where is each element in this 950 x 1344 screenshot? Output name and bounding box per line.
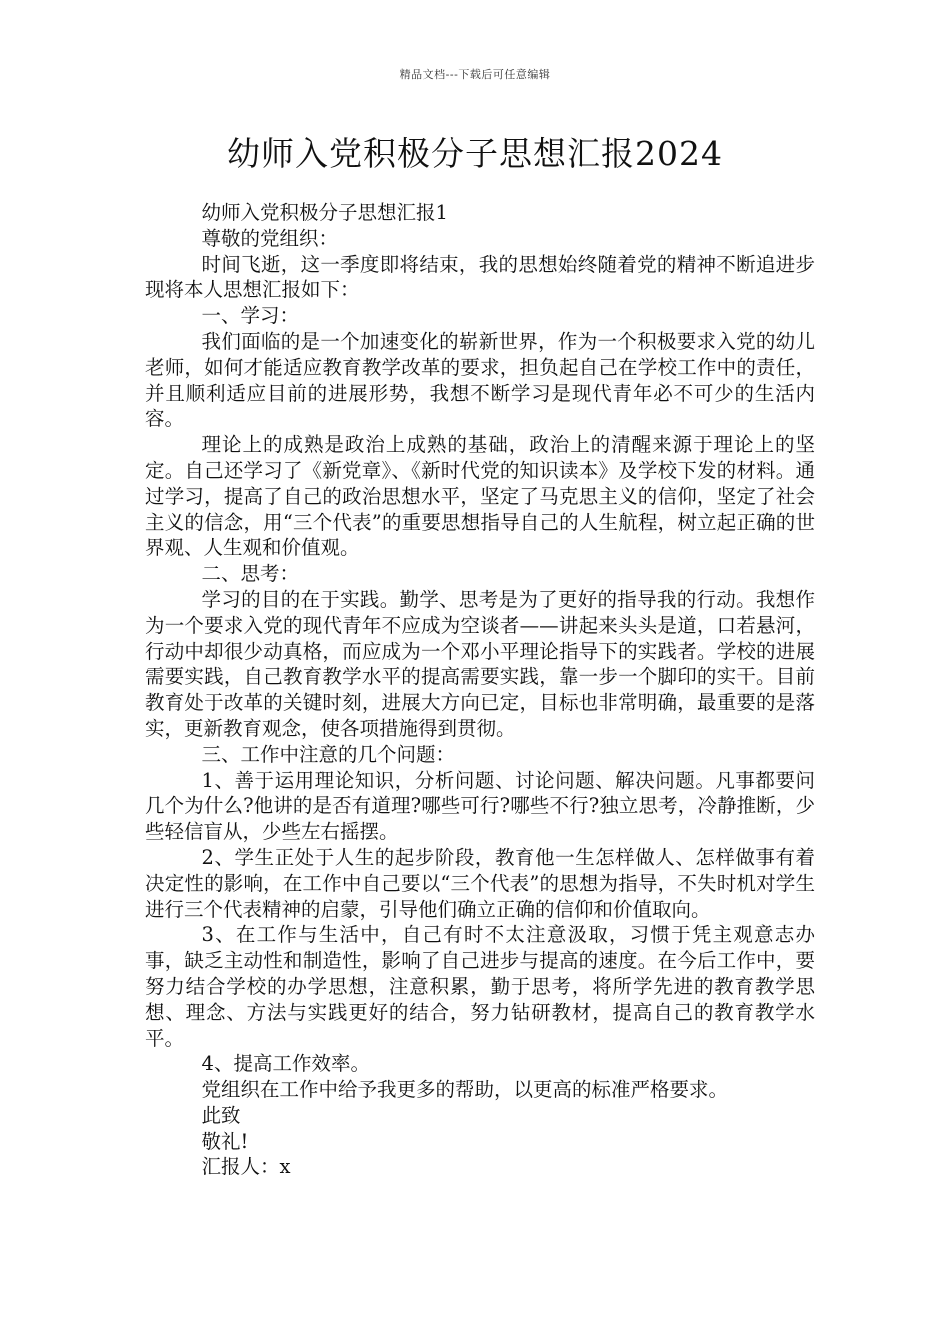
subsection-heading: 一、学习：	[201, 304, 300, 328]
list-item: 2、学生正处于人生的起步阶段，教育他一生怎样做人、怎样做事有着决定性的影响，在工作中自己要以“三个代表”的思想为指导，不失时机对学生进行三个代表精神的启蒙，引导他们确立正确的信仰和价值取向。	[145, 845, 815, 921]
paragraph: 理论上的成熟是政治上成熟的基础，政治上的清醒来源于理论上的坚定。自己还学习了《新党章》、《新时代党的知识读本》及学校下发的材料。通过学习，提高了自己的政治思想水平，坚定了马克思主义的信仰，坚定了社会主义的信念，用“三个代表”的重要思想指导自己的人生航程，树立起正确的世界观、人生观和价值观。	[145, 433, 815, 560]
subsection-heading: 二、思考：	[201, 562, 300, 586]
header-note: 精品文档---下载后可任意编辑	[399, 68, 551, 81]
closing: 此致	[201, 1103, 241, 1127]
document-body	[145, 200, 815, 1180]
closing: 敬礼!	[201, 1129, 249, 1153]
list-item: 1、善于运用理论知识，分析问题、讨论问题、解决问题。凡事都要问几个为什么?他讲的是否有道理?哪些可行?哪些不行?独立思考，冷静推断，少些轻信盲从，少些左右摇摆。	[145, 768, 815, 844]
salutation: 尊敬的党组织：	[201, 226, 339, 250]
list-item: 4、提高工作效率。	[201, 1052, 370, 1076]
document-title: 幼师入党积极分子思想汇报2024	[227, 134, 723, 173]
paragraph: 学习的目的在于实践。勤学、思考是为了更好的指导我的行动。我想作为一个要求入党的现代青年不应成为空谈者——讲起来头头是道，口若悬河，行动中却很少动真格，而应成为一个邓小平理论指导下的实践者。学校的进展需要实践，自己教育教学水平的提高需要实践，靠一步一个脚印的实干。目前教育处于改革的关键时刻，进展大方向已定，目标也非常明确，最重要的是落实，更新教育观念，使各项措施得到贯彻。	[145, 587, 815, 740]
list-item: 3、在工作与生活中，自己有时不太注意汲取，习惯于凭主观意志办事，缺乏主动性和制造性，影响了自己进步与提高的速度。在今后工作中，要努力结合学校的办学思想，注意积累，勤于思考，将所学先进的教育教学思想、理念、方法与实践更好的结合，努力钻研教材，提高自己的教育教学水平。	[145, 923, 815, 1050]
subsection-heading: 三、工作中注意的几个问题：	[201, 742, 456, 766]
signature-line: 汇报人：x	[201, 1155, 291, 1179]
paragraph: 党组织在工作中给予我更多的帮助，以更高的标准严格要求。	[201, 1078, 729, 1102]
paragraph: 时间飞逝，这一季度即将结束，我的思想始终随着党的精神不断追进步现将本人思想汇报如下：	[145, 252, 815, 302]
section-heading: 幼师入党积极分子思想汇报1	[201, 201, 448, 224]
paragraph: 我们面临的是一个加速变化的崭新世界，作为一个积极要求入党的幼儿老师，如何才能适应教育教学改革的要求，担负起自己在学校工作中的责任，并且顺利适应目前的进展形势，我想不断学习是现代青年必不可少的生活内容。	[145, 329, 815, 431]
